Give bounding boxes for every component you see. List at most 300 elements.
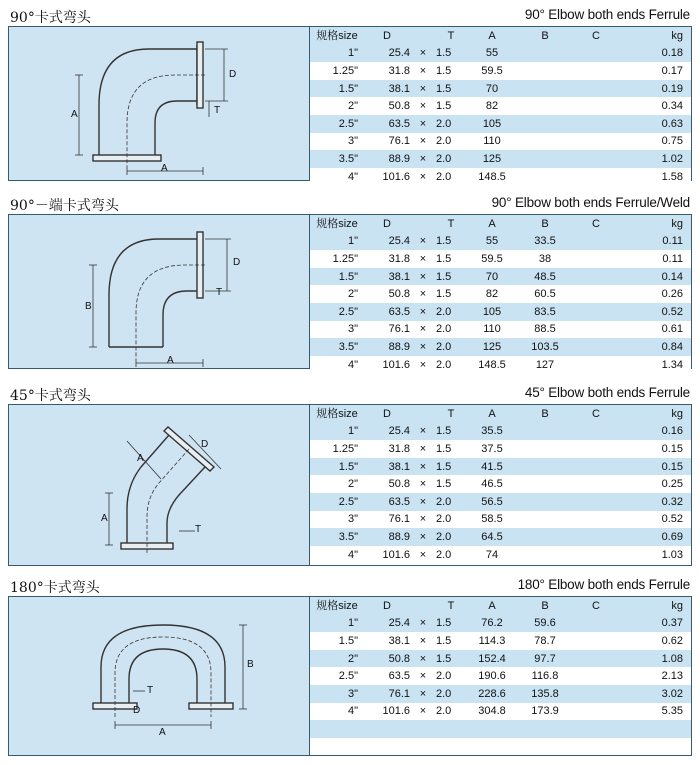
table-header-row [310,405,691,423]
cell-c [572,440,620,458]
header-d: D [383,217,391,230]
dim-label-a-horizontal: A [159,727,166,738]
cell-t: 2.0 [436,152,452,165]
cell-d: 88.9 [388,152,410,165]
cell-times: × [419,425,427,438]
cell-t: 1.5 [436,235,452,248]
dim-label-t: T [147,685,154,696]
cell-times: × [419,670,427,683]
cell-kg: 0.63 [661,117,683,130]
cell-d: 25.4 [388,235,410,248]
cell-times: × [419,100,427,113]
dim-label-t: T [216,287,223,298]
cell-d: 25.4 [388,425,410,438]
header-size: 规格size [316,599,358,612]
header-b: B [541,217,549,230]
table-row [310,703,691,721]
cell-size: 4" [347,548,358,561]
cell-b [518,97,572,115]
cell-b: 78.7 [534,634,556,647]
cell-b: 83.5 [534,305,556,318]
dim-label-b-vertical: B [85,301,92,312]
cell-c [572,685,620,703]
cell-t: 1.5 [436,252,452,265]
cell-times: × [419,152,427,165]
dim-label-a-vertical: A [71,109,78,120]
cell-a: 82 [485,100,499,113]
cell-kg: 1.03 [661,548,683,561]
cell-d: 31.8 [388,442,410,455]
cell-d: 31.8 [388,252,410,265]
spec-table [310,405,691,563]
cell-a: 41.5 [481,460,503,473]
cell-kg: 0.15 [661,460,683,473]
cell-times: × [419,460,427,473]
cell-size: 2.5" [338,495,358,508]
cell-c [572,493,620,511]
dim-label-d: D [133,705,141,716]
table-row [310,356,691,374]
cell-c [572,632,620,650]
table-row [310,321,691,339]
cell-c [572,650,620,668]
cell-t: 2.0 [436,495,452,508]
header-size: 规格size [316,29,358,42]
table-row [310,685,691,703]
cell-times: × [419,340,427,353]
cell-d: 76.1 [388,323,410,336]
cell-a: 56.5 [481,495,503,508]
cell-b [518,511,572,529]
cell-d: 25.4 [388,617,410,630]
cell-c [572,423,620,441]
cell-size: 2.5" [338,670,358,683]
table-row [310,632,691,650]
table-row [310,493,691,511]
cell-d: 88.9 [388,530,410,543]
cell-times: × [419,442,427,455]
cell-kg: 1.02 [661,152,683,165]
cell-times: × [419,47,427,60]
section-180-elbow [8,576,692,756]
cell-size: 3" [347,513,358,526]
cell-kg: 0.25 [661,478,683,491]
cell-size: 3" [347,323,358,336]
cell-size: 3" [347,687,358,700]
cell-t: 1.5 [436,100,452,113]
cell-t: 1.5 [436,442,452,455]
cell-a: 46.5 [481,478,503,491]
cell-c [572,150,620,168]
cell-kg: 1.34 [661,358,683,371]
dim-label-a-horizontal: A [161,163,168,174]
header-t: T [447,407,455,420]
cell-a: 125 [482,152,502,165]
table-row [310,546,691,564]
cell-kg: 0.52 [661,305,683,318]
cell-b [518,475,572,493]
cell-t: 1.5 [436,460,452,473]
cell-size: 2" [347,100,358,113]
cell-d: 101.6 [382,548,410,561]
header-t: T [447,217,455,230]
cell-kg: 0.37 [661,617,683,630]
table-row [310,615,691,633]
table-row [310,285,691,303]
cell-t: 1.5 [436,47,452,60]
cell-times: × [419,323,427,336]
table-row [310,150,691,168]
cell-b: 59.6 [534,617,556,630]
cell-a: 58.5 [481,513,503,526]
table-row [310,168,691,186]
cell-size: 3.5" [338,340,358,353]
header-a: A [488,29,496,42]
cell-a: 64.5 [481,530,503,543]
cell-kg: 0.84 [661,340,683,353]
table-row [310,80,691,98]
header-a: A [488,217,496,230]
cell-kg: 5.35 [661,705,683,718]
cell-b [518,150,572,168]
section-title-en: 180° Elbow both ends Ferrule [517,577,690,592]
cell-c [572,133,620,151]
table-row [310,268,691,286]
cell-times: × [419,135,427,148]
cell-c [572,528,620,546]
cell-b: 135.8 [531,687,559,700]
cell-d: 25.4 [388,47,410,60]
elbow-45-diagram [9,405,309,565]
cell-b [518,115,572,133]
cell-kg: 0.52 [661,513,683,526]
header-t: T [447,29,455,42]
cell-t: 1.5 [436,634,452,647]
header-c: C [592,407,600,420]
cell-d: 101.6 [382,170,410,183]
header-kg: kg [671,407,683,420]
cell-size: 2" [347,288,358,301]
cell-d: 63.5 [388,670,410,683]
cell-b [518,423,572,441]
cell-a: 70 [485,82,499,95]
table-row [310,475,691,493]
cell-t: 1.5 [436,478,452,491]
cell-d: 50.8 [388,100,410,113]
cell-size: 4" [347,170,358,183]
cell-times: × [419,252,427,265]
cell-kg: 0.69 [661,530,683,543]
cell-c [572,233,620,251]
header-d: D [383,599,391,612]
cell-d: 76.1 [388,513,410,526]
cell-b: 127 [535,358,555,371]
cell-size: 2.5" [338,305,358,318]
table-row [310,133,691,151]
cell-c [572,511,620,529]
header-b: B [541,407,549,420]
cell-b [518,168,572,186]
cell-d: 101.6 [382,705,410,718]
header-d: D [383,29,391,42]
cell-size: 1" [347,617,358,630]
cell-t: 2.0 [436,305,452,318]
cell-kg: 0.17 [661,64,683,77]
spec-table [310,27,691,185]
cell-t: 2.0 [436,513,452,526]
cell-a: 35.5 [481,425,503,438]
elbow-180-diagram [9,597,309,755]
cell-size: 4" [347,705,358,718]
cell-a: 55 [485,235,499,248]
cell-kg: 0.26 [661,288,683,301]
dim-label-d: D [229,69,237,80]
cell-t: 1.5 [436,425,452,438]
section-90-elbow [8,6,692,181]
cell-kg: 0.19 [661,82,683,95]
table-row [310,233,691,251]
table-row [310,528,691,546]
cell-size: 1.5" [338,460,358,473]
cell-t: 2.0 [436,530,452,543]
cell-c [572,62,620,80]
cell-size: 1.5" [338,270,358,283]
cell-kg: 0.32 [661,495,683,508]
cell-times: × [419,170,427,183]
cell-kg: 0.34 [661,100,683,113]
cell-times: × [419,617,427,630]
cell-b: 48.5 [534,270,556,283]
cell-b [518,458,572,476]
cell-t: 2.0 [436,135,452,148]
cell-d: 63.5 [388,495,410,508]
header-kg: kg [671,217,683,230]
cell-c [572,45,620,63]
dim-label-t: T [214,105,221,116]
header-a: A [488,599,496,612]
section-45-elbow [8,384,692,566]
cell-times: × [419,513,427,526]
cell-kg: 0.11 [662,235,683,248]
cell-times: × [419,705,427,718]
cell-d: 63.5 [388,305,410,318]
cell-a: 152.4 [478,652,506,665]
cell-times: × [419,495,427,508]
cell-c [572,615,620,633]
cell-d: 88.9 [388,340,410,353]
table-row-empty [310,720,691,738]
cell-b [518,45,572,63]
cell-t: 1.5 [436,288,452,301]
cell-times: × [419,117,427,130]
cell-size: 3.5" [338,530,358,543]
header-d: D [383,407,391,420]
cell-t: 2.0 [436,548,452,561]
section-title-en: 90° Elbow both ends Ferrule/Weld [491,195,690,210]
table-header-row [310,215,691,233]
section-title-en: 45° Elbow both ends Ferrule [524,385,690,400]
table-row [310,45,691,63]
table-row [310,338,691,356]
cell-size: 2" [347,652,358,665]
cell-size: 1.25" [332,64,358,77]
cell-b: 60.5 [534,288,556,301]
section-90-one-end-elbow [8,194,692,369]
cell-kg: 0.18 [661,47,683,60]
cell-a: 74 [485,548,499,561]
dim-label-a-diagonal: A [137,453,144,464]
dim-label-t: T [195,524,202,535]
cell-size: 1.5" [338,634,358,647]
section-title-cn: 90°－端卡式弯头 [10,198,119,214]
cell-t: 1.5 [436,270,452,283]
cell-size: 1.5" [338,82,358,95]
cell-kg: 2.13 [661,670,683,683]
cell-a: 110 [483,135,501,148]
cell-c [572,546,620,564]
cell-size: 3" [347,135,358,148]
spec-table [310,215,691,373]
cell-t: 2.0 [436,687,452,700]
cell-size: 1" [347,425,358,438]
header-b: B [541,29,549,42]
section-title-cn: 90°卡式弯头 [10,10,91,26]
cell-a: 110 [483,323,501,336]
cell-kg: 0.61 [661,323,683,336]
elbow-90-weld-diagram [9,215,309,368]
cell-c [572,268,620,286]
cell-times: × [419,634,427,647]
table-row [310,97,691,115]
table-row [310,650,691,668]
cell-t: 2.0 [436,323,452,336]
cell-times: × [419,530,427,543]
cell-c [572,80,620,98]
cell-kg: 1.58 [661,170,683,183]
cell-c [572,97,620,115]
header-c: C [592,217,600,230]
table-row [310,115,691,133]
cell-times: × [419,288,427,301]
cell-b [518,80,572,98]
cell-a: 105 [482,117,502,130]
cell-b [518,493,572,511]
cell-size: 1.25" [332,252,358,265]
cell-times: × [419,270,427,283]
cell-c [572,703,620,721]
table-row [310,62,691,80]
cell-times: × [419,478,427,491]
cell-c [572,458,620,476]
header-a: A [488,407,496,420]
section-title-cn: 45°卡式弯头 [10,388,91,404]
table-row [310,423,691,441]
cell-kg: 1.08 [661,652,683,665]
cell-t: 1.5 [436,82,452,95]
cell-size: 2" [347,478,358,491]
cell-d: 50.8 [388,652,410,665]
cell-t: 2.0 [436,358,452,371]
table-header-row [310,27,691,45]
cell-a: 114.3 [478,634,506,647]
cell-d: 63.5 [388,117,410,130]
cell-d: 101.6 [382,358,410,371]
cell-c [572,475,620,493]
dim-label-d: D [201,439,209,450]
cell-c [572,168,620,186]
table-row [310,440,691,458]
cell-b: 103.5 [531,340,559,353]
cell-d: 38.1 [388,460,410,473]
cell-size: 1" [347,47,358,60]
dim-label-a-horizontal: A [167,355,174,366]
cell-c [572,321,620,339]
cell-times: × [419,235,427,248]
cell-times: × [419,64,427,77]
cell-b: 88.5 [534,323,556,336]
cell-times: × [419,305,427,318]
header-kg: kg [671,599,683,612]
cell-d: 50.8 [388,478,410,491]
cell-kg: 0.11 [662,252,683,265]
table-row [310,667,691,685]
cell-kg: 0.16 [661,425,683,438]
cell-a: 304.8 [478,705,506,718]
cell-c [572,667,620,685]
dim-label-b-vertical: B [247,659,254,670]
cell-kg: 3.02 [661,687,683,700]
cell-c [572,115,620,133]
cell-a: 190.6 [478,670,506,683]
cell-d: 38.1 [388,270,410,283]
header-c: C [592,29,600,42]
cell-c [572,356,620,374]
cell-size: 1.25" [332,442,358,455]
cell-c [572,285,620,303]
cell-d: 76.1 [388,687,410,700]
cell-size: 3.5" [338,152,358,165]
cell-times: × [419,652,427,665]
cell-t: 2.0 [436,117,452,130]
cell-times: × [419,82,427,95]
table-row [310,250,691,268]
cell-a: 59.5 [481,252,503,265]
cell-d: 38.1 [388,634,410,647]
header-size: 规格size [316,407,358,420]
cell-b [518,62,572,80]
dim-label-a-vertical: A [101,513,108,524]
cell-b [518,440,572,458]
cell-t: 1.5 [436,652,452,665]
spec-table [310,597,691,755]
header-t: T [447,599,455,612]
cell-b [518,528,572,546]
section-title-en: 90° Elbow both ends Ferrule [524,7,690,22]
cell-kg: 0.14 [661,270,683,283]
cell-times: × [419,358,427,371]
cell-c [572,250,620,268]
table-row-empty [310,738,691,756]
cell-d: 38.1 [388,82,410,95]
cell-size: 2.5" [338,117,358,130]
table-row [310,303,691,321]
cell-t: 1.5 [436,64,452,77]
table-header-row [310,597,691,615]
cell-a: 148.5 [478,358,506,371]
elbow-90-diagram [9,27,309,180]
cell-d: 76.1 [388,135,410,148]
section-title-cn: 180°卡式弯头 [10,580,100,596]
